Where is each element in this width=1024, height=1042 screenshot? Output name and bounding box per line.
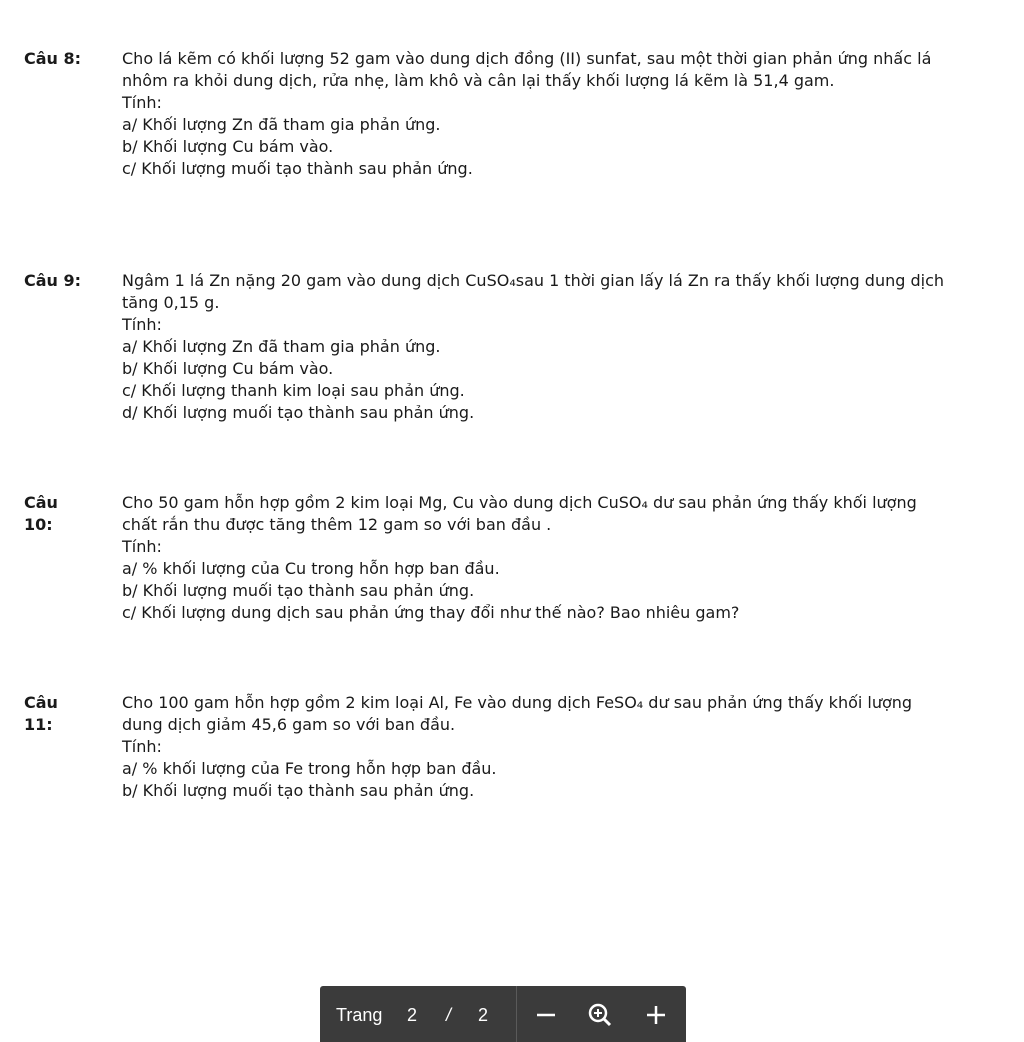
- question-label: Câu 9:: [24, 271, 82, 290]
- toolbar-divider: [516, 986, 517, 1042]
- zoom-in-icon: [585, 1000, 615, 1030]
- question-text: c/ Khối lượng thanh kim loại sau phản ứng.: [122, 381, 465, 400]
- minus-icon: [531, 1000, 561, 1030]
- plus-icon: [641, 1000, 671, 1030]
- question-label: Câu 10:: [24, 493, 58, 534]
- question-text: Cho lá kẽm có khối lượng 52 gam vào dung dịch đồng (II) sunfat, sau một thời gian phản ứng nhấc lá nhôm ra khỏi dung dịch, rửa nhẹ, làm khô và cân lại thấy khối lượng lá kẽm là 51,4 gam.: [122, 49, 932, 90]
- question-text: Tính:: [122, 537, 162, 556]
- page-navigation-toolbar: [320, 986, 686, 1042]
- question-text: b/ Khối lượng muối tạo thành sau phản ứng.: [122, 581, 475, 600]
- question-text: Cho 100 gam hỗn hợp gồm 2 kim loại Al, Fe vào dung dịch FeSO₄ dư sau phản ứng thấy khối lượng dung dịch giảm 45,6 gam so với ban đầu.: [122, 693, 913, 734]
- question-text: a/ % khối lượng của Cu trong hỗn hợp ban đầu.: [122, 559, 500, 578]
- current-page-number[interactable]: 2: [407, 1005, 418, 1025]
- question-text: a/ Khối lượng Zn đã tham gia phản ứng.: [122, 115, 441, 134]
- page-separator: /: [446, 1005, 452, 1025]
- question-text: a/ Khối lượng Zn đã tham gia phản ứng.: [122, 337, 441, 356]
- question-body: [122, 48, 952, 180]
- question-text: Cho 50 gam hỗn hợp gồm 2 kim loại Mg, Cu vào dung dịch CuSO₄ dư sau phản ứng thấy khối lượng chất rắn thu được tăng thêm 12 gam so với ban đầu .: [122, 493, 917, 534]
- question-label: Câu 11:: [24, 693, 58, 734]
- total-pages: 2: [478, 1005, 489, 1025]
- question-text: c/ Khối lượng muối tạo thành sau phản ứng.: [122, 159, 473, 178]
- zoom-in-button[interactable]: [641, 1000, 671, 1030]
- question-text: Ngâm 1 lá Zn nặng 20 gam vào dung dịch CuSO₄sau 1 thời gian lấy lá Zn ra thấy khối lượng dung dịch tăng 0,15 g.: [122, 271, 944, 312]
- question-text: d/ Khối lượng muối tạo thành sau phản ứng.: [122, 403, 475, 422]
- question-text: c/ Khối lượng dung dịch sau phản ứng thay đổi như thế nào? Bao nhiêu gam?: [122, 603, 740, 622]
- question-text: a/ % khối lượng của Fe trong hỗn hợp ban đầu.: [122, 759, 497, 778]
- question-body: [122, 492, 952, 624]
- question-body: [122, 270, 952, 424]
- question-text: Tính:: [122, 737, 162, 756]
- page-label: Trang: [336, 1005, 383, 1025]
- question-text: b/ Khối lượng Cu bám vào.: [122, 359, 334, 378]
- question-body: [122, 692, 952, 802]
- question-text: Tính:: [122, 93, 162, 112]
- zoom-out-button[interactable]: [531, 1000, 561, 1030]
- question-text: Tính:: [122, 315, 162, 334]
- question-text: b/ Khối lượng Cu bám vào.: [122, 137, 334, 156]
- zoom-button[interactable]: [585, 1000, 615, 1030]
- question-label: Câu 8:: [24, 49, 82, 68]
- question-text: b/ Khối lượng muối tạo thành sau phản ứng.: [122, 781, 475, 800]
